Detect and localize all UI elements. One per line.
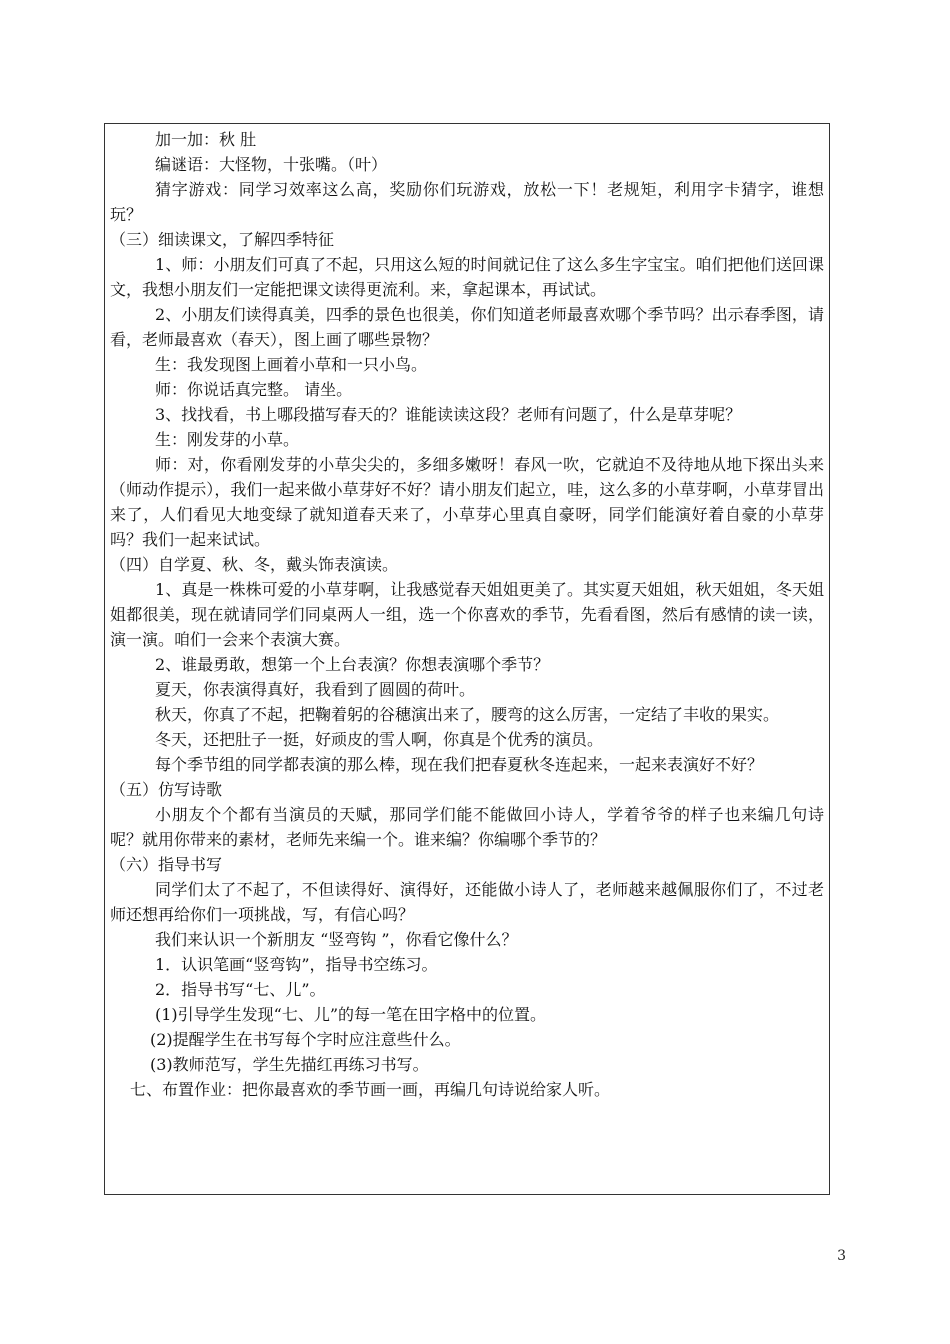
homework-paragraph: 七、布置作业：把你最喜欢的季节画一画，再编几句诗说给家人听。 (130, 1080, 611, 1099)
paragraph: 夏天，你表演得真好，我看到了圆圆的荷叶。 (155, 680, 476, 699)
section-heading: （六）指导书写 (110, 855, 223, 874)
paragraph: 加一加：秋 肚 (155, 130, 257, 149)
section-heading: （三）细读课文，了解四季特征 (110, 230, 335, 249)
paragraph: 1、真是一株株可爱的小草芽啊，让我感觉春天姐姐更美了。其实夏天姐姐，秋天姐姐，冬天姐姐都很美，现在就请同学们同桌两人一组，选一个你喜欢的季节，先看看图，然后有感情的读一读，演一演。咱们一会来个表演大赛。 (110, 580, 824, 649)
paragraph: 我们来认识一个新朋友 “竖弯钩 ”，你看它像什么？ (155, 930, 518, 949)
paragraph: (2)提醒学生在书写每个字时应注意些什么。 (150, 1030, 461, 1049)
paragraph: 2、小朋友们读得真美，四季的景色也很美，你们知道老师最喜欢哪个季节吗？出示春季图，请看，老师最喜欢（春天），图上画了哪些景物？ (110, 305, 824, 349)
paragraph: 1．认识笔画“竖弯钩”，指导书空练习。 (155, 955, 438, 974)
paragraph: 猜字游戏：同学习效率这么高，奖励你们玩游戏，放松一下！老规矩，利用字卡猜字，谁想玩？ (110, 180, 824, 224)
section-heading: （五）仿写诗歌 (110, 780, 223, 799)
paragraph: 师：你说话真完整。 请坐。 (155, 380, 353, 399)
paragraph: (1)引导学生发现“七、儿”的每一笔在田字格中的位置。 (155, 1005, 547, 1024)
paragraph: 2．指导书写“七、儿”。 (155, 980, 326, 999)
paragraph: 编谜语：大怪物，十张嘴。（叶） (155, 155, 388, 174)
paragraph: 小朋友个个都有当演员的天赋，那同学们能不能做回小诗人，学着爷爷的样子也来编几句诗呢？就用你带来的素材，老师先来编一个。谁来编？你编哪个季节的？ (110, 805, 824, 849)
lesson-plan-content (110, 127, 824, 1102)
paragraph: 3、找找看，书上哪段描写春天的？谁能读读这段？老师有问题了，什么是草芽呢？ (155, 405, 742, 424)
paragraph: 同学们太了不起了，不但读得好、演得好，还能做小诗人了，老师越来越佩服你们了，不过老师还想再给你们一项挑战，写，有信心吗？ (110, 880, 824, 924)
paragraph: 1、师：小朋友们可真了不起，只用这么短的时间就记住了这么多生字宝宝。咱们把他们送回课文，我想小朋友们一定能把课文读得更流利。来，拿起课本，再试试。 (110, 255, 824, 299)
page-number: 3 (837, 1248, 846, 1264)
paragraph: 秋天，你真了不起，把鞠着躬的谷穗演出来了，腰弯的这么厉害，一定结了丰收的果实。 (155, 705, 780, 724)
paragraph: 每个季节组的同学都表演的那么棒，现在我们把春夏秋冬连起来，一起来表演好不好？ (155, 755, 764, 774)
paragraph: 生：我发现图上画着小草和一只小鸟。 (155, 355, 428, 374)
section-heading: （四）自学夏、秋、冬，戴头饰表演读。 (110, 555, 399, 574)
paragraph: 生：刚发芽的小草。 (155, 430, 300, 449)
paragraph: 冬天，还把肚子一挺，好顽皮的雪人啊，你真是个优秀的演员。 (155, 730, 604, 749)
paragraph: 2、谁最勇敢，想第一个上台表演？你想表演哪个季节？ (155, 655, 550, 674)
paragraph: 师：对，你看刚发芽的小草尖尖的，多细多嫩呀！春风一吹，它就迫不及待地从地下探出头来（师动作提示），我们一起来做小草芽好不好？请小朋友们起立，哇，这么多的小草芽啊，小草芽冒出来了，人们看见大地变绿了就知道春天来了，小草芽心里真自豪呀，同学们能演好着自豪的小草芽吗？我们一起来试试。 (110, 455, 824, 549)
paragraph: (3)教师范写，学生先描红再练习书写。 (150, 1055, 429, 1074)
